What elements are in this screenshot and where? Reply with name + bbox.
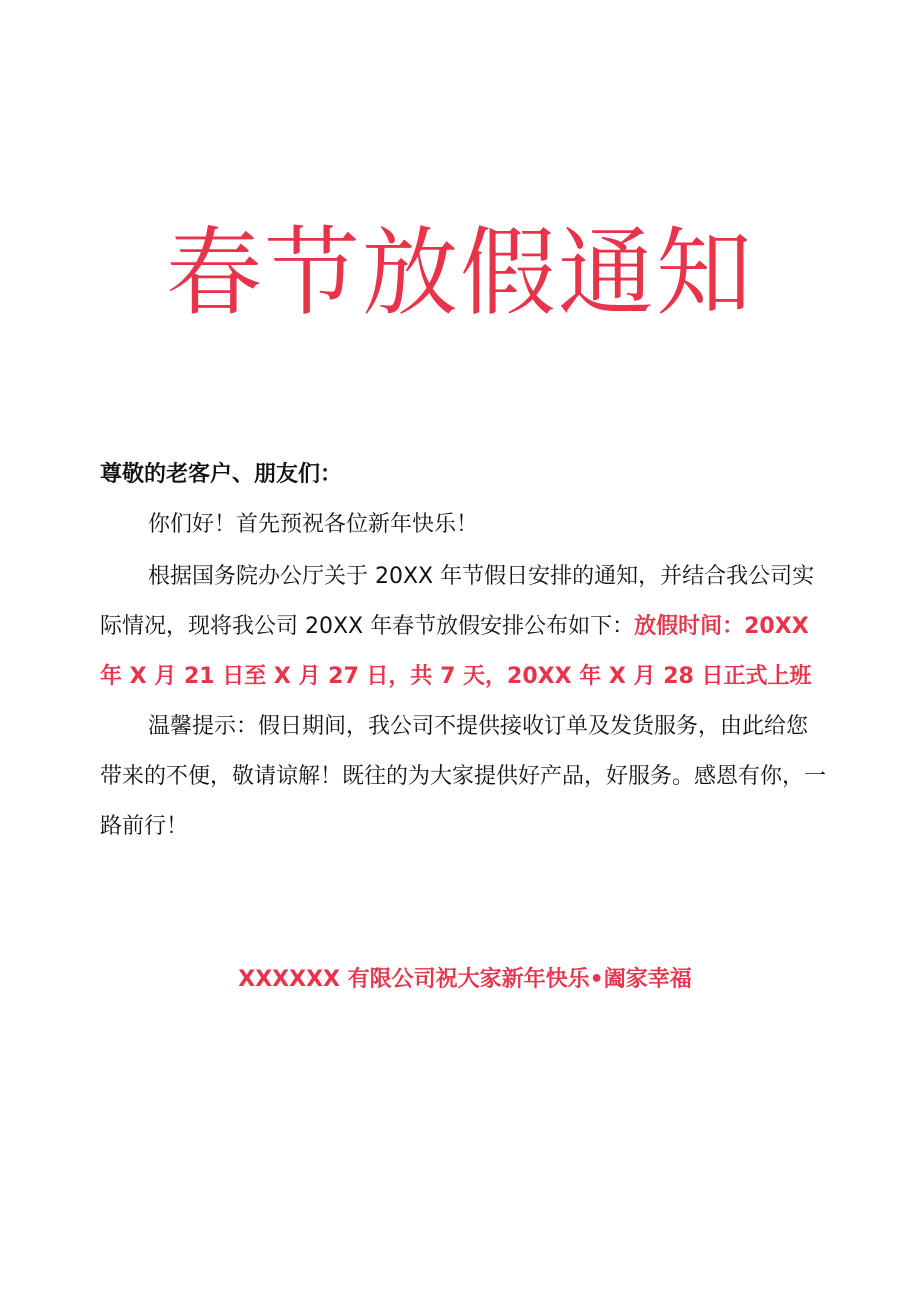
notice-title: 春节放假通知 [166, 217, 754, 329]
notice-body [100, 450, 826, 852]
closing-blessing: XXXXXX 有限公司祝大家新年快乐•阖家幸福 [238, 967, 692, 992]
paragraph-wishes: 你们好！首先预祝各位新年快乐！ [148, 512, 479, 537]
paragraph-reminder: 温馨提示：假日期间，我公司不提供接收订单及发货服务，由此给您带来的不便，敬请谅解！既往的为大家提供好产品，好服务。感恩有你，一路前行！ [100, 714, 827, 839]
paragraph-schedule [100, 552, 826, 702]
schedule-intro-text: 根据国务院办公厅关于 20XX 年节假日安排的通知，并结合我公司实际情况，现将我公司 20XX 年春节放假安排公布如下： [100, 564, 815, 639]
holiday-period-text: 放假时间：20XX 年 X 月 21 日至 X 月 27 日，共 7 天，20XX 年 X 月 28 日正式上班 [100, 614, 812, 689]
greeting-line: 尊敬的老客户、朋友们： [100, 462, 343, 487]
